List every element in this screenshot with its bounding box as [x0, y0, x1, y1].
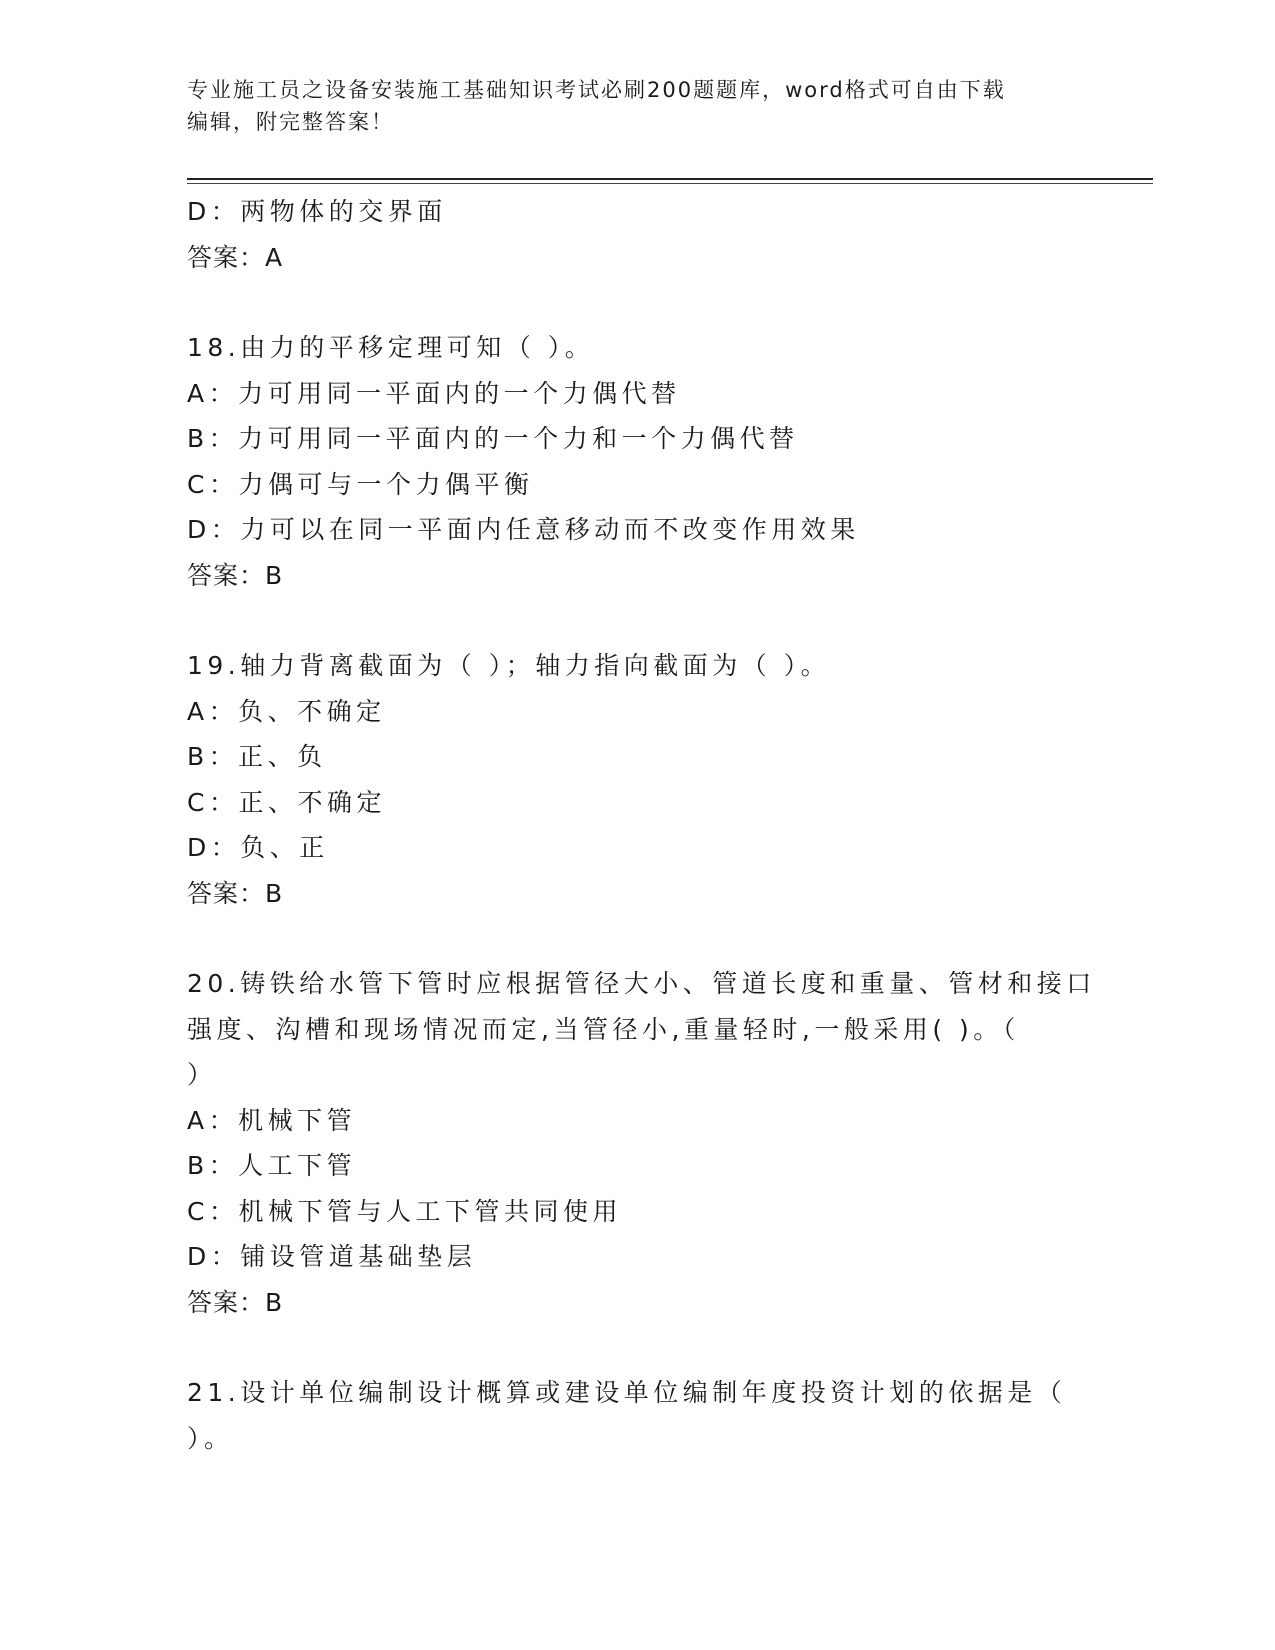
option-c: C：力偶可与一个力偶平衡: [187, 469, 534, 499]
question-gap: [187, 280, 1087, 325]
answer-line: 答案：B: [187, 878, 284, 908]
header-rule-thin: [187, 183, 1153, 184]
header-rule-thick: [187, 178, 1153, 180]
question-gap: [187, 1325, 1087, 1370]
question-19: [187, 643, 1087, 916]
option-d: D：负、正: [187, 833, 329, 862]
question-stem: 18.由力的平移定理可知（ ）。: [187, 333, 595, 362]
question-gap: [187, 916, 1087, 961]
option-b: B：人工下管: [187, 1151, 357, 1180]
answer-line: 答案：B: [187, 1287, 284, 1317]
question-stem: 21.设计单位编制设计概算或建设单位编制年度投资计划的依据是（: [187, 1378, 1067, 1407]
question-stem: ）。: [187, 1423, 234, 1453]
question-17-tail: [187, 189, 1087, 280]
question-stem: 19.轴力背离截面为（ ）；轴力指向截面为（ ）。: [187, 651, 831, 680]
document-body: [187, 189, 1096, 1461]
question-stem: 20.铸铁给水管下管时应根据管径大小、管道长度和重量、管材和接口: [187, 969, 1096, 998]
question-stem: ）: [187, 1060, 217, 1089]
option-d: D：两物体的交界面: [187, 197, 447, 226]
question-gap: [187, 598, 1087, 643]
option-b: B：力可用同一平面内的一个力和一个力偶代替: [187, 424, 799, 453]
option-a: A：力可用同一平面内的一个力偶代替: [187, 378, 681, 408]
option-d: D：铺设管道基础垫层: [187, 1242, 477, 1271]
option-c: C：正、不确定: [187, 787, 386, 817]
answer-line: 答案：A: [187, 242, 284, 272]
header-line-2: 编辑，附完整答案！: [187, 110, 394, 134]
option-a: A：负、不确定: [187, 696, 386, 726]
option-a: A：机械下管: [187, 1105, 357, 1135]
option-d: D：力可以在同一平面内任意移动而不改变作用效果: [187, 515, 860, 544]
option-b: B：正、负: [187, 742, 327, 771]
question-20: [187, 961, 1096, 1325]
option-c: C：机械下管与人工下管共同使用: [187, 1196, 622, 1226]
question-18: [187, 325, 1087, 598]
question-21: [187, 1370, 1087, 1461]
header-line-1: 专业施工员之设备安装施工基础知识考试必刷200题题库，word格式可自由下载: [187, 78, 1006, 102]
answer-line: 答案：B: [187, 560, 284, 590]
question-stem: 强度、沟槽和现场情况而定,当管径小,重量轻时,一般采用( )。（: [187, 1014, 1020, 1044]
document-header: [187, 74, 1067, 138]
